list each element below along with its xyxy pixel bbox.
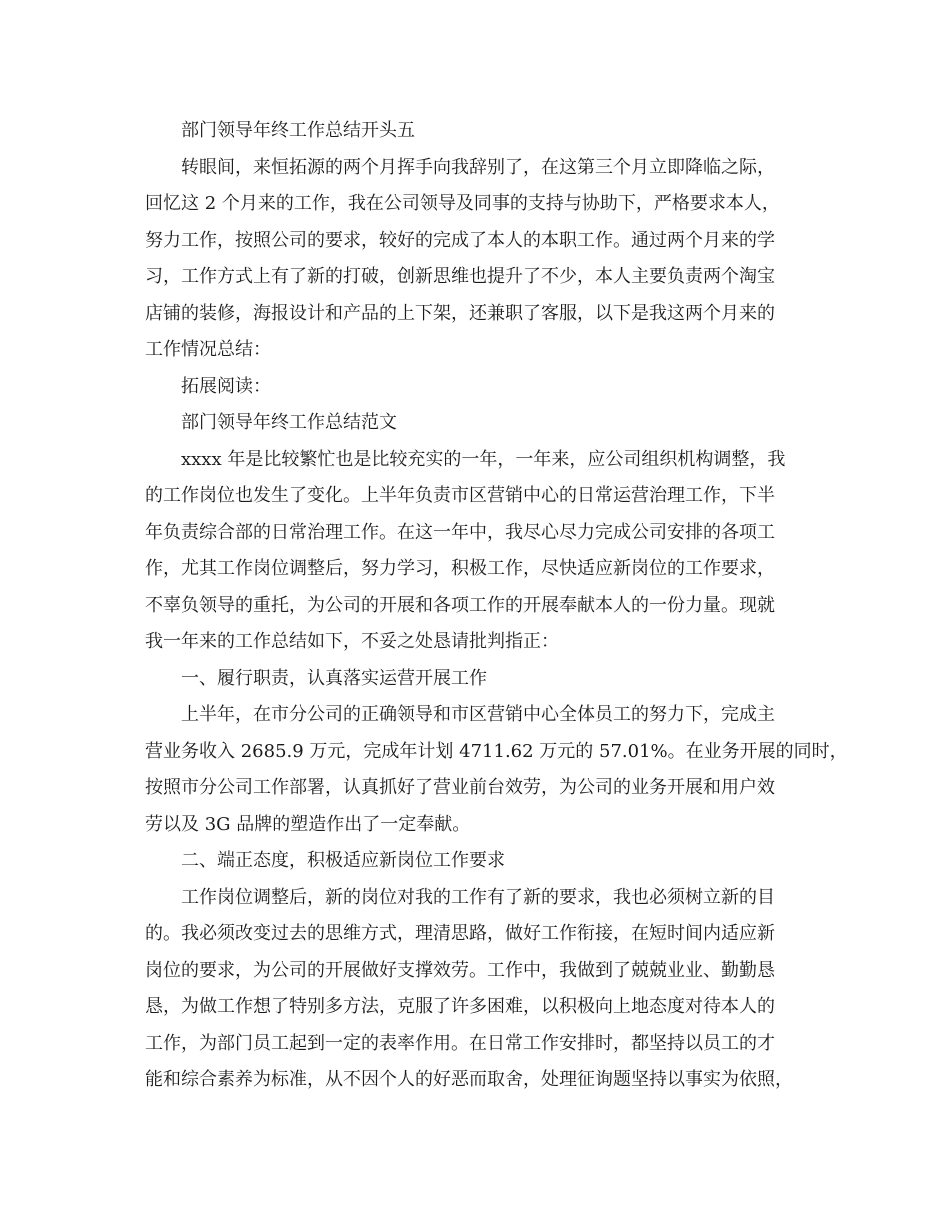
text-line: 努力工作，按照公司的要求，较好的完成了本人的本职工作。通过两个月来的学 (145, 229, 775, 251)
text-line: 的工作岗位也发生了变化。上半年负责市区营销中心的日常运营治理工作，下半 (145, 485, 775, 506)
text-line: 一、履行职责，认真落实运营开展工作 (181, 667, 487, 689)
document-body (145, 113, 848, 1099)
text-line: 回忆这 2 个月来的工作，我在公司领导及同事的支持与协助下，严格要求本人， (145, 193, 780, 214)
text-line: 部门领导年终工作总结范文 (181, 412, 397, 433)
text-line: 不辜负领导的重托，为公司的开展和各项工作的开展奉献本人的一份力量。现就 (145, 594, 775, 616)
text-line: 习，工作方式上有了新的打破，创新思维也提升了不少，本人主要负责两个淘宝 (145, 266, 775, 287)
text-line: 年负责综合部的日常治理工作。在这一年中，我尽心尽力完成公司安排的各项工 (145, 521, 775, 543)
text-line: 工作岗位调整后，新的岗位对我的工作有了新的要求，我也必须树立新的目 (181, 886, 775, 908)
text-line: 劳以及 3G 品牌的塑造作出了一定奉献。 (145, 813, 471, 835)
text-line: 能和综合素养为标准，从不因个人的好恶而取舍，处理征询题坚持以事实为依照， (145, 1069, 793, 1090)
text-line: 转眼间，来恒拓源的两个月挥手向我辞别了，在这第三个月立即降临之际， (181, 156, 775, 178)
text-line: 营业务收入 2685.9 万元，完成年计划 4711.62 万元的 57.01%。在业务开展的同时， (145, 740, 848, 762)
text-line: 恳，为做工作想了特别多方法，克服了许多困难，以积极向上地态度对待本人的 (145, 996, 775, 1017)
text-line: 二、端正态度，积极适应新岗位工作要求 (181, 850, 505, 871)
text-line: 上半年，在市分公司的正确领导和市区营销中心全体员工的努力下，完成主 (181, 704, 775, 725)
text-line: 拓展阅读： (181, 375, 271, 397)
text-line: 店铺的装修，海报设计和产品的上下架，还兼职了客服，以下是我这两个月来的 (145, 302, 775, 324)
text-line: xxxx 年是比较繁忙也是比较充实的一年，一年来，应公司组织机构调整，我 (181, 448, 786, 470)
text-line: 的。我必须改变过去的思维方式，理清思路，做好工作衔接，在短时间内适应新 (145, 923, 775, 944)
text-line: 工作情况总结： (145, 339, 271, 360)
text-line: 岗位的要求，为公司的开展做好支撑效劳。工作中，我做到了兢兢业业、勤勤恳 (145, 959, 775, 981)
text-line: 按照市分公司工作部署，认真抓好了营业前台效劳，为公司的业务开展和用户效 (145, 777, 775, 798)
text-line: 我一年来的工作总结如下，不妥之处恳请批判指正： (145, 631, 559, 652)
text-line: 部门领导年终工作总结开头五 (181, 120, 415, 141)
text-line: 作，尤其工作岗位调整后，努力学习，积极工作，尽快适应新岗位的工作要求， (145, 558, 775, 579)
text-line: 工作，为部门员工起到一定的表率作用。在日常工作安排时，都坚持以员工的才 (145, 1032, 775, 1054)
